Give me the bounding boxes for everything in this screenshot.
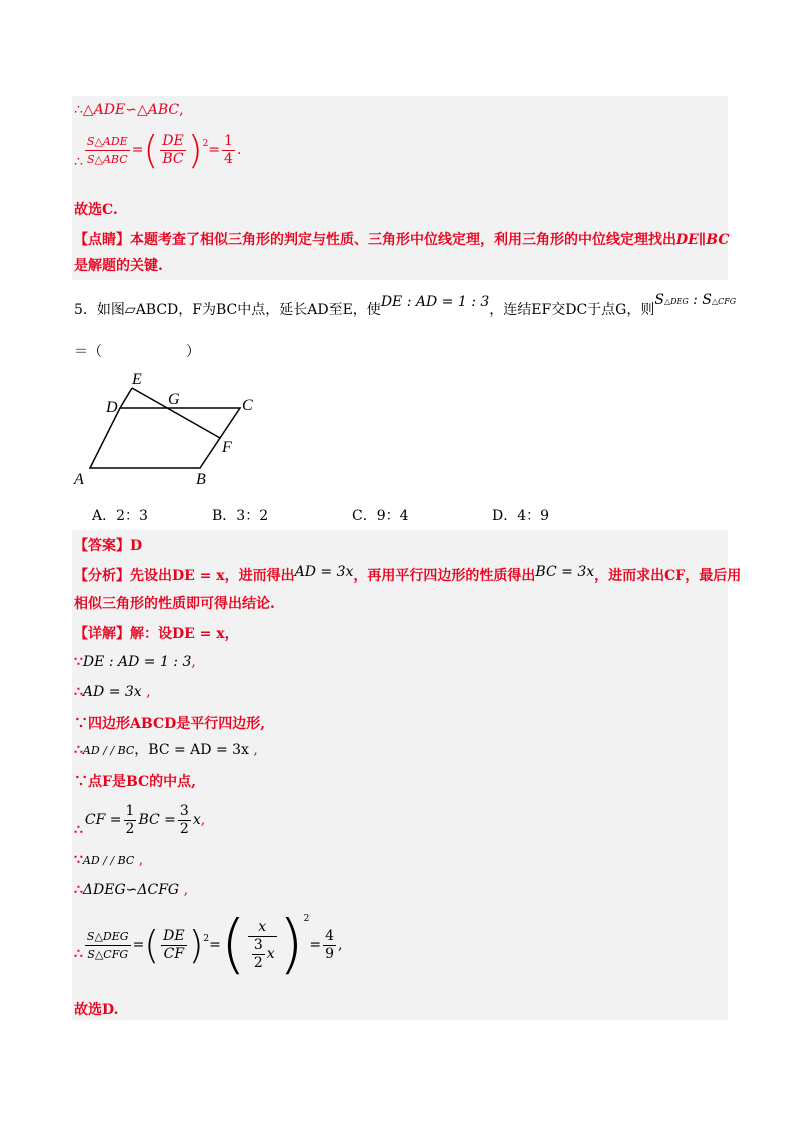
solution-block-prev xyxy=(72,96,728,280)
option-c[interactable]: C．9：4 xyxy=(352,508,409,524)
detail-step-1: ∵DE : AD = 1 : 3, xyxy=(74,654,196,670)
parallelogram-figure xyxy=(70,368,270,488)
detail-step-2: ∴AD = 3x , xyxy=(74,684,151,700)
analysis-line-2: 相似三角形的性质即可得出结论. xyxy=(74,596,275,612)
similar-statement: ∴△ADE∽△ABC, xyxy=(74,102,184,118)
question-blank: ＝（ ） xyxy=(74,344,200,360)
analysis-line: 【分析】先设出DE = x，进而得出AD = 3x，再用平行四边形的性质得出BC = 3x，进而求出CF，最后用 xyxy=(74,564,742,584)
area-ratio-formula: ∴ $\frac{\text{S△ADE}}{\text{S△ABC}}$ = ( $\frac{DE}{BC}$ ) 2 = $\frac{1}{4}$ . xyxy=(74,128,242,172)
detail-step-8: ∴ΔDEG∽ΔCFG , xyxy=(74,882,189,898)
option-b[interactable]: B．3：2 xyxy=(212,508,269,524)
label-a: A xyxy=(74,471,84,488)
label-f: F xyxy=(222,439,232,456)
conclusion-c: 故选C. xyxy=(74,202,118,218)
label-d: D xyxy=(106,399,118,416)
option-a[interactable]: A．2：3 xyxy=(92,508,148,524)
detail-step-6: ∴ CF = $\frac{1}{2}$ BC = $\frac{3}{2}$ x , xyxy=(74,802,206,838)
option-d[interactable]: D．4：9 xyxy=(492,508,550,524)
conclusion-d: 故选D. xyxy=(74,1002,119,1018)
detail-step-9: ∴ $\frac{\text{S△DEG}}{\text{S△CFG}}$ = ( $\frac{DE}{CF}$ ) 2 = ( x $\frac{3}{2}$ x ) 2 = $\frac{4}{9}$ , xyxy=(74,908,343,982)
label-c: C xyxy=(242,397,253,414)
detail-step-4: ∴AD / / BC，BC = AD = 3x , xyxy=(74,742,258,758)
question-text: 5．如图▱ABCD，F为BC中点，延长AD至E，使DE : AD = 1 : 3，连结EF交DC于点G，则S△DEG : S△CFG xyxy=(74,292,737,318)
label-b: B xyxy=(196,471,206,488)
detail-step-7: ∵AD / / BC , xyxy=(74,852,144,868)
detail-step-3: ∵四边形ABCD是平行四边形, xyxy=(74,716,266,732)
answer-line: 【答案】D xyxy=(74,538,143,554)
detail-step-5: ∵点F是BC的中点, xyxy=(74,774,197,790)
label-g: G xyxy=(168,391,180,408)
label-e: E xyxy=(132,371,142,388)
comment-line-2: 是解题的关键. xyxy=(74,258,163,274)
detail-intro: 【详解】解：设DE = x， xyxy=(74,626,239,642)
comment-line: 【点睛】本题考查了相似三角形的判定与性质、三角形中位线定理，利用三角形的中位线定理找出DE∥BC xyxy=(74,232,730,248)
